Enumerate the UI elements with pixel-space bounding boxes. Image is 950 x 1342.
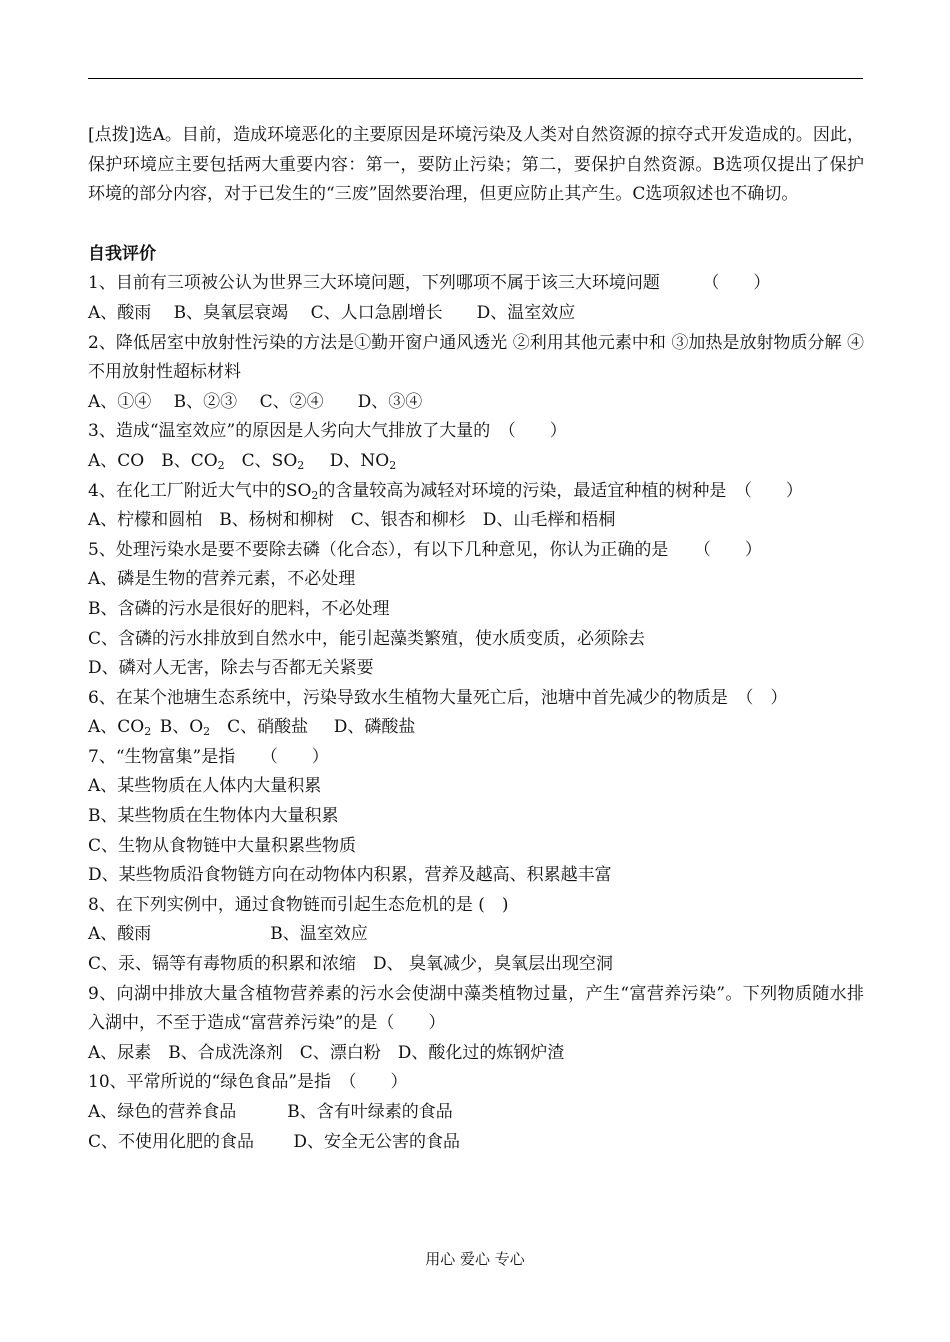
question-5-option-c: C、含磷的污水排放到自然水中，能引起藻类繁殖，使水质变质，必须除去: [88, 628, 646, 649]
option-d: D、$NO_2$: [329, 450, 397, 472]
question-8-options-ab: A、酸雨 B、温室效应: [88, 924, 368, 945]
question-8-options-cd: C、汞、镉等有毒物质的积累和浓缩 D、 臭氧减少，臭氧层出现空洞: [88, 954, 614, 975]
question-6-options: [88, 713, 864, 743]
question-7-option-c: C、生物从食物链中大量积累些物质: [88, 835, 357, 856]
page-footer: 用心 爱心 专心: [425, 1250, 525, 1268]
question-7-option-d: D、某些物质沿食物链方向在动物体内积累，营养及越高、积累越丰富: [88, 865, 612, 886]
section-title: 自我评价: [88, 243, 156, 264]
option-c: C、硝酸盐: [227, 717, 309, 738]
question-2-stem: 2、降低居室中放射性污染的方法是①勤开窗户通风透光 ②利用其他元素中和 ③加热是放射物质分解 ④不用放射性超标材料: [88, 332, 864, 383]
option-d: D、磷酸盐: [333, 717, 416, 738]
header-rule: [88, 78, 863, 79]
question-1-options: A、酸雨 B、臭氧层衰竭 C、人口急剧增长 D、温室效应: [88, 302, 576, 323]
question-7-option-a: A、某些物质在人体内大量积累: [88, 776, 322, 797]
question-4-options: A、柠檬和圆柏 B、杨树和柳树 C、银杏和柳杉 D、山毛榉和梧桐: [88, 510, 616, 531]
option-a: A、CO: [88, 450, 145, 471]
question-5-stem: 5、处理污染水是要不要除去磷（化合态），有以下几种意见，你认为正确的是 （ ）: [88, 539, 762, 560]
question-8-stem: 8、在下列实例中，通过食物链而引起生态危机的是 ( ): [88, 894, 509, 915]
question-4-stem: 4、在化工厂附近大气中的$SO_2$的含量较高为减轻对环境的污染，最适宜种植的树种是 （ ）: [88, 480, 803, 502]
question-1-stem: 1、目前有三项被公认为世界三大环境问题，下列哪项不属于该三大环境问题 （ ）: [88, 273, 771, 294]
question-5-option-b: B、含磷的污水是很好的肥料，不必处理: [88, 598, 390, 619]
question-10-options-cd: C、不使用化肥的食品 D、安全无公害的食品: [88, 1131, 461, 1152]
question-3-stem: 3、造成“温室效应”的原因是人劣向大气排放了大量的 （ ）: [88, 421, 567, 442]
question-3-options: [88, 447, 864, 477]
question-7-stem: 7、“生物富集”是指 （ ）: [88, 746, 329, 767]
question-9-options: A、尿素 B、合成洗涤剂 C、漂白粉 D、酸化过的炼钢炉渣: [88, 1042, 565, 1063]
question-7-option-b: B、某些物质在生物体内大量积累: [88, 806, 339, 827]
section-gap: [88, 210, 864, 240]
option-b: B、$CO_2$: [161, 450, 225, 472]
question-5-option-d: D、磷对人无害，除去与否都无关紧要: [88, 658, 374, 679]
question-9-stem: 9、向湖中排放大量含植物营养素的污水会使湖中藻类植物过量，产生“富营养污染”。下列物质随水排入湖中，不至于造成“富营养污染”的是（ ）: [88, 983, 864, 1034]
option-a: A、$CO_2$: [88, 717, 152, 739]
hint-paragraph: [点拨]选A。目前，造成环境恶化的主要原因是环境污染及人类对自然资源的掠夺式开发造成的。因此，保护环境应主要包括两大重要内容：第一，要防止污染；第二，要保护自然资源。B选项仅提出了保护环境的部分内容，对于已发生的“三废”固然要治理，但更应防止其产生。C选项叙述也不确切。: [88, 125, 864, 205]
option-c: C、$SO_2$: [241, 450, 305, 472]
question-6-stem: 6、在某个池塘生态系统中，污染导致水生植物大量死亡后，池塘中首先减少的物质是 （ ）: [88, 687, 788, 708]
document-body: [88, 121, 864, 1157]
question-5-option-a: A、磷是生物的营养元素，不必处理: [88, 569, 356, 590]
question-10-options-ab: A、绿色的营养食品 B、含有叶绿素的食品: [88, 1102, 453, 1122]
question-10-stem: 10、平常所说的“绿色食品”是指 （ ）: [88, 1072, 408, 1093]
question-2-options: A、①④ B、②③ C、②④ D、③④: [88, 391, 423, 412]
option-b: B、$O_2$: [159, 717, 211, 739]
